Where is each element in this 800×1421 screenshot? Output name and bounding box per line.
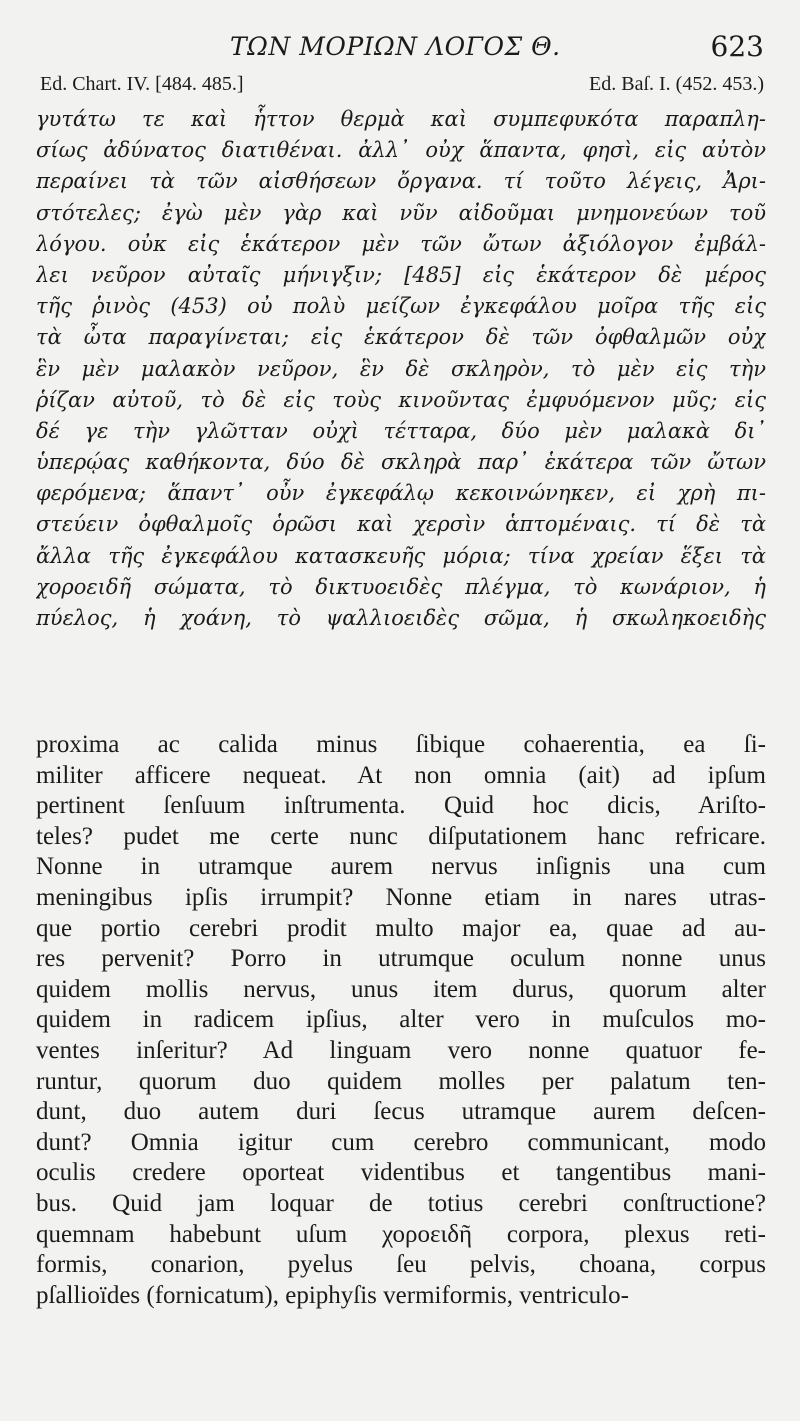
greek-text-line: χοροειδῆ σώματα, τὸ δικτυοειδὲς πλέγμα, τὸ κωνάριον, ἡ: [36, 574, 766, 599]
latin-text-line: militer afficere nequeat. At non omnia (ait) ad ipſum: [36, 761, 766, 789]
latin-text-line: dunt, duo autem duri ſecus utramque aurem deſcen-: [36, 1098, 766, 1126]
latin-text-line: proxima ac calida minus ſibique cohaerentia, ea ſi-: [36, 731, 766, 758]
latin-text-line: Nonne in utramque aurem nervus inſignis una cum: [36, 853, 766, 881]
greek-text-line: γυτάτω τε καὶ ἧττον θερμὰ καὶ συμπεφυκότα παραπλη-: [36, 107, 766, 131]
greek-text-line: ἓν μὲν μαλακὸν νεῦρον, ἓν δὲ σκληρὸν, τὸ μὲν εἰς τὴν: [36, 356, 766, 381]
greek-text-line: τῆς ῥινὸς (453) οὐ πολὺ μείζων ἐγκεφάλου μοῖρα τῆς εἰς: [36, 294, 766, 319]
latin-text-line: teles? pudet me certe nunc diſputationem hanc refricare.: [36, 822, 766, 850]
greek-text-line: φερόμενα; ἅπαντ᾽ οὖν ἐγκεφάλῳ κεκοινώνηκεν, εἰ χρὴ πι-: [36, 481, 766, 506]
latin-text-line: dunt? Omnia igitur cum cerebro communicant, modo: [36, 1128, 766, 1156]
greek-text-line: στότελες; ἐγὼ μὲν γὰρ καὶ νῦν αἰδοῦμαι μνημονεύων τοῦ: [36, 200, 766, 225]
greek-text-line: περαίνει τὰ τῶν αἰσθήσεων ὄργανα. τί τοῦτο λέγεις, Ἀρι-: [36, 169, 766, 194]
running-title: ΤΩΝ ΜΟΡΙΩΝ ΛΟΓΟΣ Θ.: [230, 32, 561, 61]
greek-text-block: [36, 104, 766, 634]
latin-text-line: bus. Quid jam loquar de totius cerebri conſtructione?: [36, 1189, 766, 1217]
greek-text-line: ὑπερῴας καθήκοντα, δύο δὲ σκληρὰ παρ᾽ ἑκάτερα τῶν ὤτων: [36, 450, 766, 475]
greek-text-line: πύελος, ἡ χοάνη, τὸ ψαλλιοειδὲς σῶμα, ἡ σκωληκοειδὴς: [36, 606, 766, 630]
page-number: 623: [710, 30, 764, 63]
greek-text-line: στεύειν ὀφθαλμοῖς ὁρῶσι καὶ χερσὶν ἁπτομέναις. τί δὲ τὰ: [36, 512, 766, 537]
latin-text-line: formis, conarion, pyelus ſeu pelvis, choana, corpus: [36, 1251, 766, 1279]
greek-text-line: δέ γε τὴν γλῶτταν οὐχὶ τέτταρα, δύο μὲν μαλακὰ δι᾽: [36, 418, 766, 443]
latin-text-line: runtur, quorum duo quidem molles per palatum ten-: [36, 1067, 766, 1095]
latin-text-line: res pervenit? Porro in utrumque oculum nonne unus: [36, 945, 766, 973]
edition-reference-chartier: Ed. Chart. IV. [484. 485.]: [40, 73, 244, 95]
latin-text-line: que portio cerebri prodit multo major ea, quae ad au-: [36, 914, 766, 942]
latin-text-line: meningibus ipſis irrumpit? Nonne etiam in nares utras-: [36, 883, 766, 911]
latin-text-line: ventes inſeritur? Ad linguam vero nonne quatuor fe-: [36, 1036, 766, 1064]
latin-text-line: quemnam habebunt uſum χοροειδῆ corpora, plexus reti-: [36, 1220, 766, 1248]
greek-text-line: ἄλλα τῆς ἐγκεφάλου κατασκευῆς μόρια; τίνα χρείαν ἕξει τὰ: [36, 543, 766, 568]
edition-reference-basel: Ed. Baſ. I. (452. 453.): [589, 73, 764, 95]
page-header: [0, 30, 800, 66]
latin-text-line: quidem mollis nervus, unus item durus, quorum alter: [36, 975, 766, 1003]
latin-text-line: quidem in radicem ipſius, alter vero in muſculos mo-: [36, 1006, 766, 1034]
greek-text-line: τὰ ὦτα παραγίνεται; εἰς ἑκάτερον δὲ τῶν ὀφθαλμῶν οὐχ: [36, 325, 766, 350]
latin-translation-block: [36, 730, 766, 1311]
greek-text-line: λει νεῦρον αὐταῖς μήνιγξιν; [485] εἰς ἑκάτερον δὲ μέρος: [36, 262, 766, 287]
greek-text-line: ῥίζαν αὐτοῦ, τὸ δὲ εἰς τοὺς κινοῦντας ἐμφυόμενον μῦς; εἰς: [36, 387, 766, 412]
greek-text-line: σίως ἀδύνατος διατιθέναι. ἀλλ᾽ οὐχ ἅπαντα, φησὶ, εἰς αὐτὸν: [36, 138, 766, 163]
latin-text-line: pertinent ſenſuum inſtrumenta. Quid hoc dicis, Ariſto-: [36, 792, 766, 820]
greek-text-line: λόγου. οὐκ εἰς ἑκάτερον μὲν τῶν ὤτων ἀξιόλογον ἐμβάλ-: [36, 231, 766, 256]
latin-text-line: pſallioïdes (fornicatum), epiphyſis vermiformis, ventriculo-: [36, 1281, 629, 1309]
latin-text-line: oculis credere oporteat videntibus et tangentibus mani-: [36, 1159, 766, 1187]
